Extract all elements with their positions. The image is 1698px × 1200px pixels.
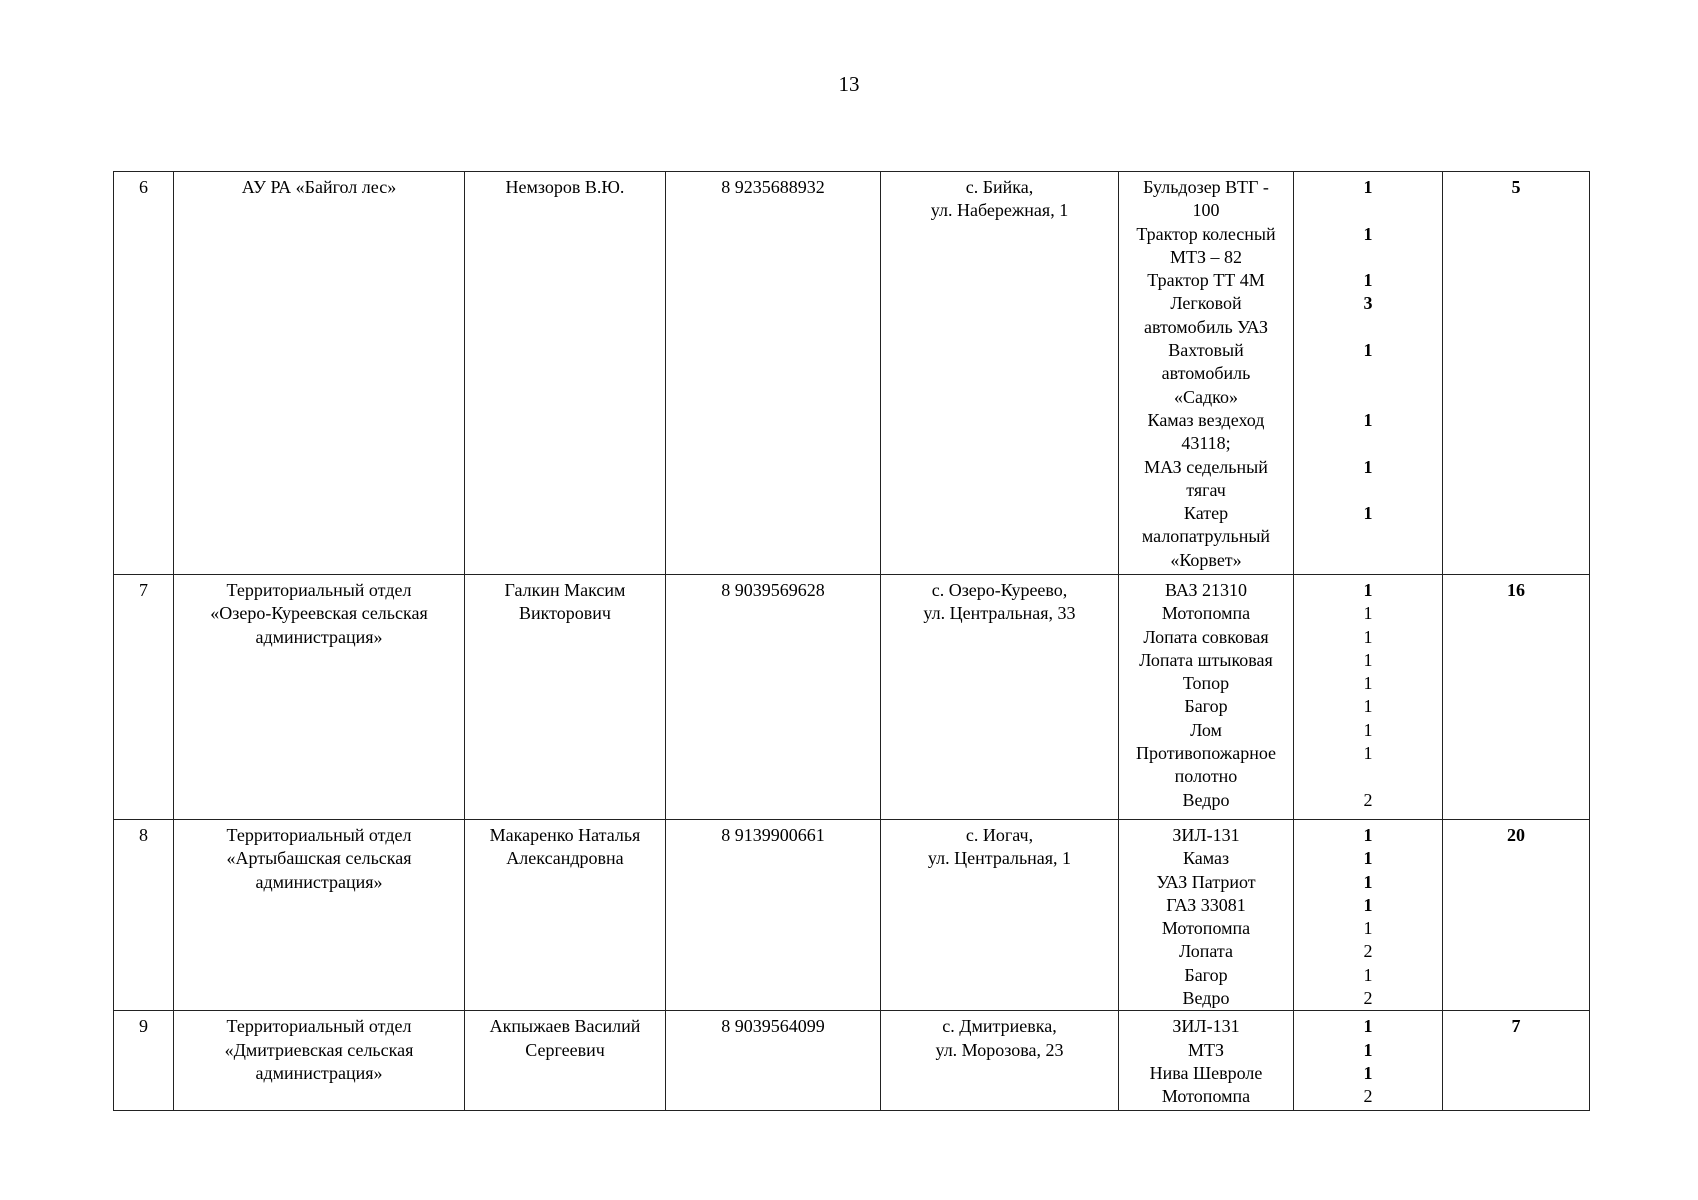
equipment-name-line: полотно [1174, 766, 1238, 787]
equipment-quantity: 1 [1363, 1062, 1373, 1083]
quantity-spacer [1298, 199, 1438, 222]
organization-cell [174, 1011, 465, 1111]
total-cell [1443, 1011, 1590, 1111]
quantity-spacer [1298, 479, 1438, 502]
quantity-spacer [1298, 362, 1438, 385]
equipment-quantity: 1 [1363, 848, 1373, 869]
equipment-quantity: 1 [1363, 743, 1373, 764]
phone-number: 8 9039564099 [721, 1016, 825, 1037]
equipment-quantity: 1 [1363, 603, 1373, 624]
responsible-person-cell [465, 575, 666, 820]
quantity-spacer [1298, 525, 1438, 548]
quantity-spacer [1298, 386, 1438, 409]
person-name-line: Галкин Максим [504, 580, 626, 600]
equipment-cell [1119, 1011, 1294, 1111]
equipment-quantity: 1 [1363, 894, 1373, 915]
equipment-name-line: УАЗ Патриот [1156, 871, 1256, 892]
equipment-quantity: 1 [1363, 825, 1373, 845]
responsible-person-cell [465, 820, 666, 1011]
address-cell [881, 820, 1119, 1011]
organization-name-line: «Дмитриевская сельская [224, 1039, 414, 1060]
quantity-cell [1294, 575, 1443, 820]
equipment-quantity: 1 [1363, 177, 1373, 197]
equipment-name-line: МАЗ седельный [1144, 456, 1268, 477]
equipment-quantity: 1 [1363, 871, 1373, 892]
row-number-cell [114, 172, 174, 575]
equipment-quantity: 1 [1363, 580, 1373, 600]
equipment-quantity: 1 [1363, 1039, 1373, 1060]
equipment-name-line: 43118; [1181, 433, 1231, 454]
quantity-cell [1294, 1011, 1443, 1111]
address-line: ул. Центральная, 1 [927, 848, 1072, 869]
total-value: 7 [1511, 1016, 1521, 1037]
equipment-quantity: 1 [1363, 649, 1373, 670]
row-number: 8 [139, 825, 148, 845]
equipment-quantity: 1 [1363, 503, 1373, 524]
table-row [114, 575, 1590, 820]
organization-name-line: «Артыбашская сельская [226, 848, 412, 869]
equipment-name-line: Катер [1183, 503, 1229, 524]
row-number-cell [114, 575, 174, 820]
equipment-cell [1119, 575, 1294, 820]
total-cell [1443, 575, 1590, 820]
equipment-table [113, 171, 1590, 1111]
equipment-name-line: Камаз [1182, 848, 1230, 869]
quantity-spacer [1298, 246, 1438, 269]
address-line: ул. Центральная, 33 [923, 603, 1076, 624]
equipment-quantity: 1 [1363, 918, 1373, 939]
equipment-cell [1119, 172, 1294, 575]
phone-cell [666, 1011, 881, 1111]
equipment-name-line: Ведро [1182, 988, 1230, 1009]
equipment-quantity: 1 [1363, 340, 1373, 361]
organization-name-line: Территориальный отдел [226, 825, 412, 845]
equipment-quantity: 1 [1363, 673, 1373, 694]
equipment-quantity: 2 [1363, 1086, 1373, 1107]
equipment-name-line: «Корвет» [1170, 549, 1242, 570]
address-line: ул. Набережная, 1 [930, 200, 1069, 221]
person-name-line: Акпыжаев Василий [489, 1016, 641, 1037]
organization-cell [174, 820, 465, 1011]
row-number: 6 [139, 177, 148, 197]
organization-name-line: администрация» [255, 626, 383, 647]
quantity-cell [1294, 820, 1443, 1011]
person-name-line: Сергеевич [525, 1039, 605, 1060]
address-line: с. Бийка, [965, 177, 1034, 197]
phone-number: 8 9235688932 [721, 177, 825, 197]
row-number-cell [114, 820, 174, 1011]
equipment-name-line: «Садко» [1174, 386, 1238, 407]
table-row [114, 172, 1590, 575]
equipment-name-line: МТЗ [1187, 1039, 1225, 1060]
address-cell [881, 1011, 1119, 1111]
equipment-name-line: 100 [1192, 200, 1220, 221]
person-name-line: Макаренко Наталья [489, 825, 641, 845]
equipment-quantity: 2 [1363, 941, 1373, 962]
equipment-quantity: 1 [1363, 626, 1373, 647]
equipment-name-line: Камаз вездеход [1147, 409, 1265, 430]
organization-name-line: администрация» [255, 871, 383, 892]
equipment-quantity: 1 [1363, 270, 1373, 291]
person-name-line: Александровна [506, 848, 624, 869]
equipment-name-line: Лопата [1179, 941, 1233, 962]
equipment-name-line: Лопата штыковая [1139, 649, 1273, 670]
equipment-quantity: 1 [1363, 409, 1373, 430]
equipment-name-line: Трактор колесный [1136, 223, 1276, 244]
equipment-quantity: 1 [1363, 223, 1373, 244]
equipment-name-line: Нива Шевроле [1149, 1062, 1263, 1083]
equipment-quantity: 1 [1363, 964, 1373, 985]
phone-cell [666, 575, 881, 820]
responsible-person-cell [465, 1011, 666, 1111]
organization-name-line: Территориальный отдел [226, 580, 412, 600]
table-row [114, 1011, 1590, 1111]
equipment-name-line: Топор [1182, 673, 1230, 694]
total-value: 20 [1507, 825, 1525, 845]
equipment-quantity: 2 [1363, 988, 1373, 1009]
equipment-name-line: Вахтовый [1168, 340, 1244, 361]
quantity-spacer [1298, 549, 1438, 572]
equipment-name-line: тягач [1186, 479, 1226, 500]
person-name-line: Немзоров В.Ю. [505, 177, 625, 197]
phone-cell [666, 172, 881, 575]
equipment-name-line: Мотопомпа [1161, 603, 1251, 624]
equipment-name-line: ЗИЛ-131 [1172, 1016, 1240, 1037]
equipment-name-line: Мотопомпа [1161, 1086, 1251, 1107]
address-cell [881, 172, 1119, 575]
equipment-name-line: ВАЗ 21310 [1165, 580, 1247, 600]
row-number-cell [114, 1011, 174, 1111]
organization-cell [174, 172, 465, 575]
responsible-person-cell [465, 172, 666, 575]
organization-cell [174, 575, 465, 820]
total-value: 16 [1507, 580, 1525, 600]
total-value: 5 [1511, 177, 1521, 197]
equipment-name-line: МТЗ – 82 [1169, 246, 1243, 267]
equipment-name-line: Лопата совковая [1143, 626, 1269, 647]
quantity-cell [1294, 172, 1443, 575]
equipment-name-line: автомобиль [1161, 363, 1251, 384]
equipment-name-line: Бульдозер ВТГ - [1143, 177, 1269, 197]
address-line: с. Дмитриевка, [942, 1016, 1057, 1037]
organization-name-line: администрация» [255, 1062, 383, 1083]
equipment-name-line: Противопожарное [1135, 743, 1277, 764]
row-number: 7 [139, 580, 148, 600]
equipment-quantity: 1 [1363, 1016, 1373, 1037]
organization-name-line: Территориальный отдел [226, 1016, 412, 1037]
row-number: 9 [139, 1016, 148, 1037]
quantity-spacer [1298, 432, 1438, 455]
equipment-name-line: Трактор ТТ 4М [1147, 270, 1265, 291]
address-line: ул. Морозова, 23 [935, 1039, 1064, 1060]
organization-name-line: АУ РА «Байгол лес» [241, 177, 397, 197]
equipment-cell [1119, 820, 1294, 1011]
equipment-quantity: 1 [1363, 719, 1373, 740]
table-row [114, 820, 1590, 1011]
address-cell [881, 575, 1119, 820]
phone-number: 8 9039569628 [721, 580, 825, 600]
page-number: 13 [838, 72, 860, 96]
equipment-name-line: Легковой [1170, 293, 1242, 314]
quantity-spacer [1298, 316, 1438, 339]
equipment-name-line: малопатрульный [1141, 526, 1271, 547]
address-line: с. Озеро-Куреево, [931, 580, 1068, 600]
equipment-name-line: автомобиль УАЗ [1143, 316, 1269, 337]
total-cell [1443, 172, 1590, 575]
equipment-name-line: Багор [1184, 696, 1228, 717]
equipment-name-line: Лом [1190, 719, 1222, 740]
equipment-name-line: Мотопомпа [1161, 918, 1251, 939]
equipment-name-line: Багор [1184, 964, 1228, 985]
equipment-name-line: ЗИЛ-131 [1172, 825, 1240, 845]
phone-number: 8 9139900661 [721, 825, 825, 845]
equipment-name-line: Ведро [1182, 789, 1230, 810]
phone-cell [666, 820, 881, 1011]
equipment-quantity: 1 [1363, 456, 1373, 477]
equipment-quantity: 2 [1363, 789, 1373, 810]
organization-name-line: «Озеро-Куреевская сельская [210, 603, 428, 624]
equipment-quantity: 3 [1363, 293, 1373, 314]
equipment-name-line: ГАЗ 33081 [1166, 894, 1246, 915]
total-cell [1443, 820, 1590, 1011]
person-name-line: Викторович [519, 603, 611, 624]
address-line: с. Иогач, [965, 825, 1034, 845]
equipment-quantity: 1 [1363, 696, 1373, 717]
quantity-spacer [1298, 765, 1438, 788]
